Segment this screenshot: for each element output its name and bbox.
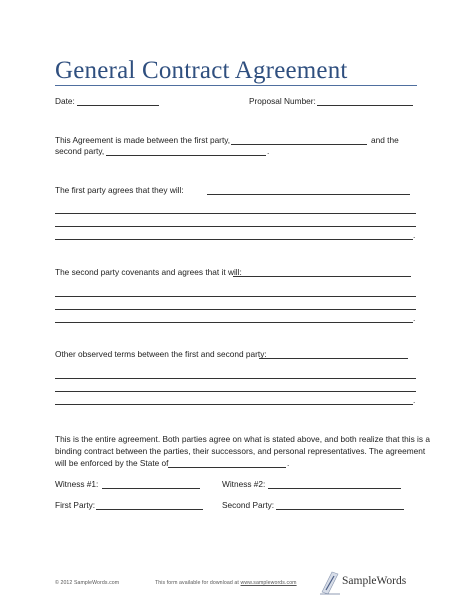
closing-text-line-1: This is the entire agreement. Both parties agree on what is stated above, and both realize that this is a xyxy=(55,434,430,444)
title-underline xyxy=(55,85,417,86)
proposal-number-label: Proposal Number: xyxy=(249,96,316,106)
second-party-terms-line-4[interactable] xyxy=(55,322,413,323)
first-party-terms-line-3[interactable] xyxy=(55,226,416,227)
second-party-signature-label: Second Party: xyxy=(222,500,275,510)
intro-second-party-label: second party, xyxy=(55,146,105,156)
footer-copyright: © 2012 SampleWords.com xyxy=(55,580,120,586)
logo-wordmark: SampleWords xyxy=(342,575,407,587)
first-party-terms-line-2[interactable] xyxy=(55,213,416,214)
other-terms-line-2[interactable] xyxy=(55,378,416,379)
first-party-terms-period: . xyxy=(413,230,416,240)
other-terms-line-1[interactable] xyxy=(259,358,408,359)
page-title: General Contract Agreement xyxy=(55,57,348,84)
state-field[interactable] xyxy=(168,467,286,468)
second-party-signature-field[interactable] xyxy=(276,509,404,510)
witness-2-label: Witness #2: xyxy=(222,479,266,489)
first-party-signature-field[interactable] xyxy=(96,509,203,510)
first-party-signature-label: First Party: xyxy=(55,500,96,510)
intro-text-start: This Agreement is made between the first party, xyxy=(55,135,231,145)
footer-availability xyxy=(155,580,297,586)
date-label: Date: xyxy=(55,96,75,106)
second-party-terms-line-2[interactable] xyxy=(55,296,416,297)
other-terms-period: . xyxy=(413,395,416,405)
witness-2-signature-field[interactable] xyxy=(268,488,401,489)
proposal-number-field[interactable] xyxy=(317,105,413,106)
closing-text-line-3: will be enforced by the State of xyxy=(55,458,169,468)
second-party-terms-line-3[interactable] xyxy=(55,309,416,310)
second-party-name-field[interactable] xyxy=(106,155,266,156)
first-party-terms-line-1[interactable] xyxy=(207,194,410,195)
witness-1-label: Witness #1: xyxy=(55,479,99,489)
intro-text-end: and the xyxy=(371,135,399,145)
first-party-terms-line-4[interactable] xyxy=(55,239,413,240)
other-terms-line-4[interactable] xyxy=(55,404,413,405)
first-party-name-field[interactable] xyxy=(231,144,367,145)
first-party-agrees-label: The first party agrees that they will: xyxy=(55,185,184,195)
date-field[interactable] xyxy=(77,105,159,106)
second-party-covenants-label: The second party covenants and agrees that it will: xyxy=(55,267,242,277)
second-party-terms-period: . xyxy=(413,313,416,323)
footer-website-link[interactable]: www.samplewords.com xyxy=(240,580,297,586)
closing-period: . xyxy=(287,458,290,468)
witness-1-signature-field[interactable] xyxy=(102,488,200,489)
closing-text-line-2: binding contract between the parties, their successors, and personal representatives. The agreement xyxy=(55,446,426,456)
footer-availability-prefix: This form available for download at xyxy=(155,580,239,586)
intro-period: . xyxy=(267,146,270,156)
other-terms-label: Other observed terms between the first and second party: xyxy=(55,349,267,359)
second-party-terms-line-1[interactable] xyxy=(233,276,411,277)
other-terms-line-3[interactable] xyxy=(55,391,416,392)
